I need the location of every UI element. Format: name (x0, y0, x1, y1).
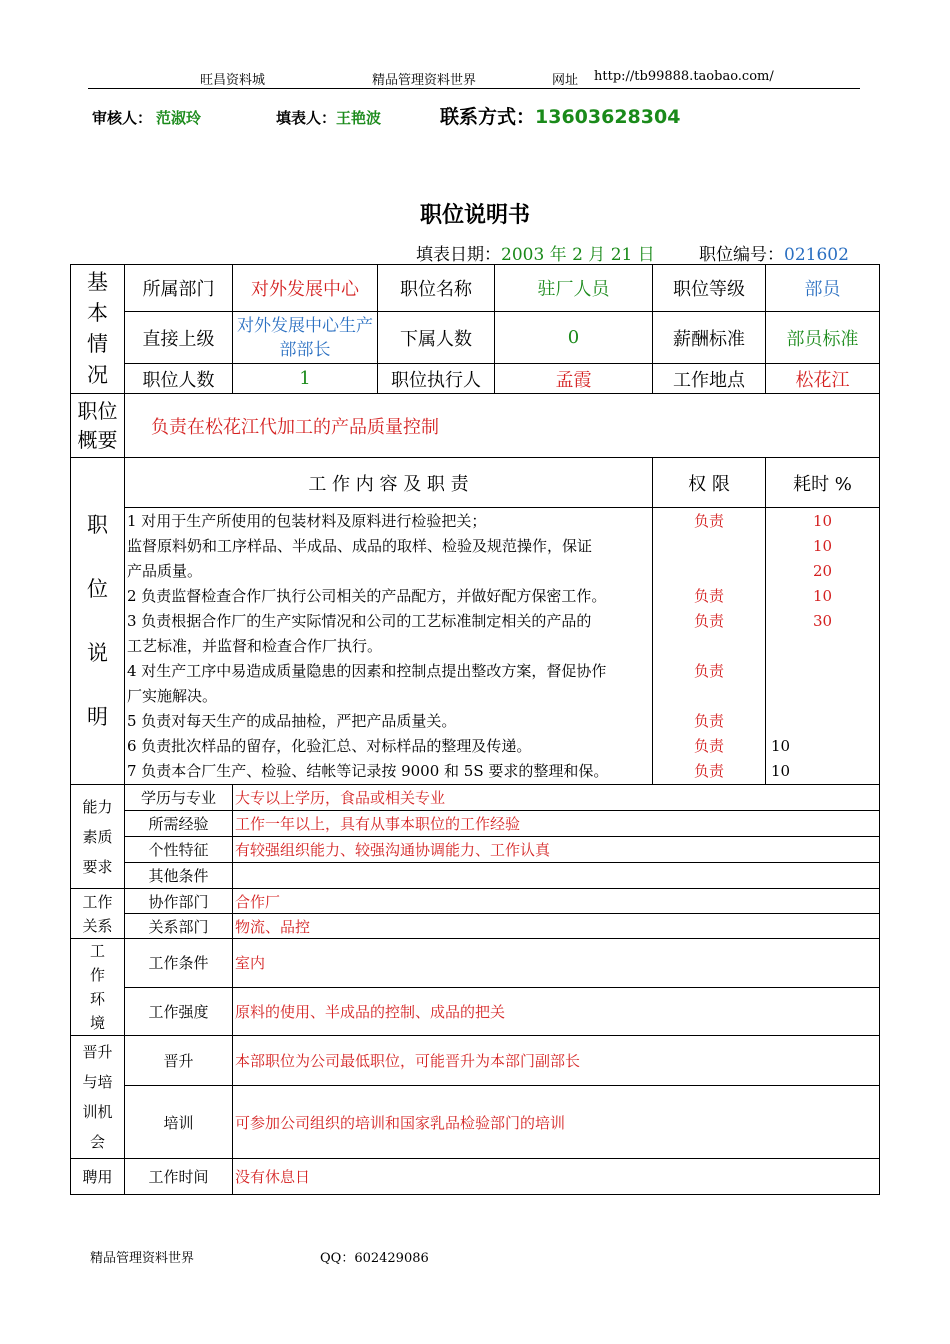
duties-header-row (71, 458, 880, 508)
duties-time-header: 耗时 % (766, 458, 880, 508)
time-cell: 10 (771, 737, 791, 755)
footer-qq-value: 602429086 (354, 1251, 429, 1266)
filler-label: 填表人： (276, 109, 337, 127)
position-code-label: 职位编号： (699, 245, 784, 265)
ability-item-value: 工作一年以上，具有从事本职位的工作经验 (233, 811, 880, 837)
duty-line: 产品质量。 (127, 562, 203, 580)
basic-row-3 (71, 364, 880, 394)
basic-row-2 (71, 312, 880, 364)
duty-line: 2 负责监督检查合作厂执行公司相关的产品配方，并做好配方保密工作。 (127, 587, 607, 605)
fill-date-value: 2003 年 2 月 21 日 (501, 245, 655, 265)
filler-name: 王艳波 (336, 109, 382, 127)
duties-content-header: 工 作 内 容 及 职 责 (125, 458, 653, 508)
location-label: 工作地点 (653, 364, 766, 394)
ability-item-label: 所需经验 (125, 811, 233, 837)
authority-cell: 负责 (693, 587, 724, 605)
duty-line: 4 对生产工序中易造成质量隐患的因素和控制点提出整改方案，督促协作 (127, 662, 607, 680)
superior-label: 直接上级 (125, 312, 233, 364)
time-cell (768, 659, 877, 684)
ability-row (71, 811, 880, 837)
header-left-text: 旺昌资料城 (200, 73, 266, 88)
contact-block (440, 102, 680, 129)
employment-row (71, 1159, 880, 1195)
duty-line: 监督原料奶和工序样品、半成品、成品的取样、检验及规范操作，保证 (127, 537, 593, 555)
subordinates-label: 下属人数 (378, 312, 495, 364)
duties-body-row (71, 508, 880, 785)
ability-item-value (233, 863, 880, 889)
environment-item-value: 原料的使用、半成品的控制、成品的把关 (233, 987, 880, 1036)
relations-row (71, 914, 880, 939)
position-code (699, 240, 849, 265)
duty-line: 1 对用于生产所使用的包装材料及原料进行检验把关； (127, 512, 487, 530)
environment-item-value: 室内 (233, 939, 880, 988)
summary-row (71, 394, 880, 458)
dept-value: 对外发展中心 (233, 265, 378, 312)
time-cell (768, 634, 877, 659)
relations-item-label: 协作部门 (125, 889, 233, 914)
reviewer-block (92, 107, 201, 128)
time-cell: 10 (812, 512, 833, 530)
duty-line: 厂实施解决。 (127, 687, 218, 705)
position-name-value: 驻厂人员 (495, 265, 653, 312)
duty-line: 7 负责本合厂生产、检验、结帐等记录按 9000 和 5S 要求的整理和保。 (127, 762, 609, 780)
ability-row (71, 785, 880, 811)
authority-cell (655, 684, 763, 709)
authority-cell (655, 534, 763, 559)
duty-line: 工艺标准，并监督和检查合作厂执行。 (127, 637, 383, 655)
headcount-label: 职位人数 (125, 364, 233, 394)
footer-left-text: 精品管理资料世界 (90, 1251, 195, 1266)
headcount-value: 1 (233, 364, 378, 394)
employment-item-label: 工作时间 (125, 1159, 233, 1195)
environment-row (71, 987, 880, 1036)
authority-cell: 负责 (693, 612, 724, 630)
location-value: 松花江 (766, 364, 880, 394)
authority-cell: 负责 (693, 712, 724, 730)
promotion-row (71, 1036, 880, 1086)
time-cell: 10 (771, 762, 791, 780)
position-name-label: 职位名称 (378, 265, 495, 312)
fill-date (416, 240, 655, 265)
filler-block (276, 107, 381, 128)
executor-value: 孟霞 (495, 364, 653, 394)
promotion-item-label: 晋升 (125, 1036, 233, 1086)
duties-list (125, 508, 653, 785)
header-divider (88, 88, 860, 89)
authority-cell (655, 559, 763, 584)
subordinates-value: 0 (495, 312, 653, 364)
authority-cell: 负责 (693, 737, 724, 755)
salary-value: 部员标准 (766, 312, 880, 364)
summary-label: 职位 概要 (71, 394, 125, 458)
ability-item-label: 个性特征 (125, 837, 233, 863)
contact-number: 13603628304 (535, 106, 681, 128)
footer-qq (320, 1247, 429, 1266)
contact-label: 联系方式： (440, 106, 536, 128)
time-cell: 20 (812, 562, 833, 580)
header-site-label: 网址 (552, 73, 579, 88)
training-row (71, 1086, 880, 1159)
relations-item-value: 物流、品控 (233, 914, 880, 939)
duties-authority-header: 权 限 (653, 458, 766, 508)
time-cell: 10 (812, 587, 833, 605)
employment-section-label: 聘用 (71, 1159, 125, 1195)
promotion-section-label: 晋升 与培 训机 会 (71, 1036, 125, 1159)
environment-item-label: 工作强度 (125, 987, 233, 1036)
grade-value: 部员 (766, 265, 880, 312)
time-cell: 10 (812, 537, 833, 555)
superior-value: 对外发展中心生产部部长 (233, 312, 378, 364)
time-cell (768, 684, 877, 709)
position-description-table (70, 264, 880, 1195)
time-cell: 30 (812, 612, 833, 630)
header-url-link[interactable]: http://tb99888.taobao.com/ (594, 69, 774, 84)
header-center-text: 精品管理资料世界 (372, 73, 477, 88)
relations-section-label: 工作 关系 (71, 889, 125, 939)
page-title: 职位说明书 (419, 203, 530, 228)
fill-date-label: 填表日期： (416, 245, 501, 265)
environment-row (71, 939, 880, 988)
ability-item-label: 其他条件 (125, 863, 233, 889)
duties-time-list (766, 508, 880, 785)
environment-section-label: 工 作 环 境 (71, 939, 125, 1036)
duty-line: 3 负责根据合作厂的生产实际情况和公司的工艺标准制定相关的产品的 (127, 612, 592, 630)
time-cell (768, 709, 877, 734)
training-item-label: 培训 (125, 1086, 233, 1159)
salary-label: 薪酬标准 (653, 312, 766, 364)
reviewer-name: 范淑玲 (156, 109, 202, 127)
ability-item-value: 有较强组织能力、较强沟通协调能力、工作认真 (233, 837, 880, 863)
relations-item-label: 关系部门 (125, 914, 233, 939)
position-code-value: 021602 (784, 245, 849, 265)
executor-label: 职位执行人 (378, 364, 495, 394)
relations-row (71, 889, 880, 914)
duties-section-label: 职 位 说 明 (71, 458, 125, 785)
dept-label: 所属部门 (125, 265, 233, 312)
basic-row-1 (71, 265, 880, 312)
ability-item-value: 大专以上学历，食品或相关专业 (233, 785, 880, 811)
duties-authority-list (653, 508, 766, 785)
authority-cell: 负责 (693, 662, 724, 680)
training-item-value: 可参加公司组织的培训和国家乳品检验部门的培训 (233, 1086, 880, 1159)
basic-section-label: 基 本 情 况 (71, 265, 125, 394)
duty-line: 6 负责批次样品的留存，化验汇总、对标样品的整理及传递。 (127, 737, 532, 755)
duty-line: 5 负责对每天生产的成品抽检，严把产品质量关。 (127, 712, 457, 730)
promotion-item-value: 本部职位为公司最低职位，可能晋升为本部门副部长 (233, 1036, 880, 1086)
reviewer-label: 审核人： (92, 109, 153, 127)
ability-item-label: 学历与专业 (125, 785, 233, 811)
ability-row (71, 863, 880, 889)
ability-row (71, 837, 880, 863)
environment-item-label: 工作条件 (125, 939, 233, 988)
authority-cell: 负责 (693, 762, 724, 780)
grade-label: 职位等级 (653, 265, 766, 312)
authority-cell: 负责 (693, 512, 724, 530)
authority-cell (655, 634, 763, 659)
footer-qq-label: QQ： (320, 1251, 355, 1266)
relations-item-value: 合作厂 (233, 889, 880, 914)
employment-item-value: 没有休息日 (233, 1159, 880, 1195)
ability-section-label: 能力 素质 要求 (71, 785, 125, 889)
summary-text: 负责在松花江代加工的产品质量控制 (125, 394, 880, 458)
